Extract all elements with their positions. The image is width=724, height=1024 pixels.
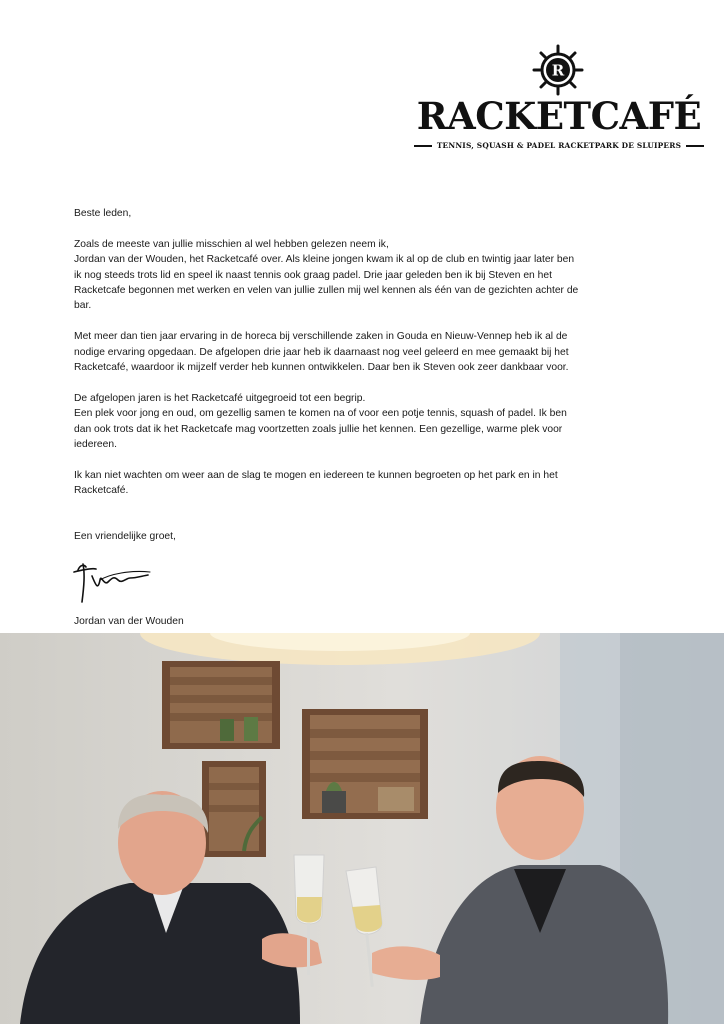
brand-name: RACKETCAFÉ [416, 94, 702, 138]
tagline-text: TENNIS, SQUASH & PADEL RACKETPARK DE SLUIPERS [436, 141, 682, 150]
tagline-rule-left [414, 145, 432, 147]
logo-mark-letter: R [551, 61, 565, 80]
paragraph-closing-wish: Ik kan niet wachten om weer aan de slag te mogen en iedereen te kunnen begroeten op het park en in het Racketcafé. [74, 469, 558, 497]
signer-name: Jordan van der Wouden [74, 616, 184, 627]
toast-photo [0, 633, 724, 1024]
wooden-crate [162, 661, 280, 749]
tagline-rule-right [686, 145, 704, 147]
paragraph-3-line-1: De afgelopen jaren is het Racketcafé uitgegroeid tot een begrip. [74, 392, 366, 404]
paragraph-3-line-2: Een plek voor jong en oud, om gezellig samen te komen na of voor een potje tennis, squash of padel. Ik ben dan ook trots dat ik het Racketcafe mag voortzetten zoals jullie het kennen. Een gezellige, warme plek voor iedereen. [74, 408, 567, 451]
handwritten-signature [70, 556, 154, 606]
closing-greeting: Een vriendelijke groet, [74, 530, 176, 542]
paragraph-racketcafe [74, 391, 582, 453]
letter-body [74, 206, 582, 559]
paragraph-experience: Met meer dan tien jaar ervaring in de horeca bij verschillende zaken in Gouda en Nieuw-Vennep heb ik al de nodige ervaring opgedaan. De afgelopen drie jaar heb ik daarnaast nog veel geleerd en mee gemaakt bij het Racketcafé, waardoor ik mijzelf verder heb kunnen ontwikkelen. Daar ben ik Steven ook zeer dankbaar voor. [74, 331, 569, 374]
wooden-crate [302, 709, 428, 819]
intro-line-2: Jordan van der Wouden, het Racketcafé over. Als kleine jongen kwam ik al op de club en twintig jaar later ben ik nog steeds trots lid en speel ik naast tennis ook graag padel. Drie jaar geleden ben ik bij Steven en het Racketcafe begonnen met werken en velen van jullie zullen mij wel kennen als één van de gezichten achter de bar. [74, 254, 579, 312]
intro-line-1: Zoals de meeste van jullie misschien al wel hebben gelezen neem ik, [74, 238, 389, 250]
brand-tagline [414, 141, 704, 150]
ship-wheel-logo-icon [532, 44, 584, 96]
racketcafe-logo [414, 44, 704, 154]
paragraph-intro [74, 237, 582, 314]
salutation: Beste leden, [74, 208, 132, 219]
wooden-crate [202, 761, 266, 857]
